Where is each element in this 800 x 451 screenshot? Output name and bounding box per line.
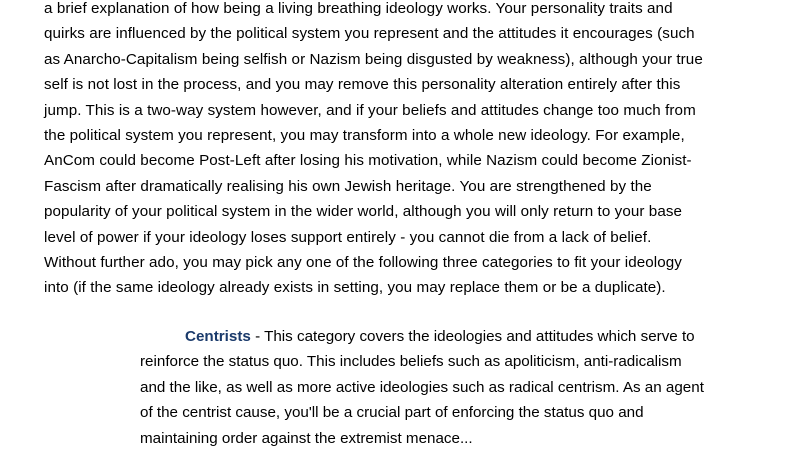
intro-paragraph: a brief explanation of how being a living breathing ideology works. Your personality traits and quirks are influenced by the political system you represent and the attitudes it encourages (such as Anarcho-Capitalism being selfish or Nazism being disgusted by weakness), although your true self is not lost in the process, and you may remove this personality alteration entirely after this jump. This is a two-way system however, and if your beliefs and attitudes change too much from the political system you represent, you may transform into a whole new ideology. For example, AnCom could become Post-Left after losing his motivation, while Nazism could become Zionist-Fascism after dramatically realising his own Jewish heritage. You are strengthened by the popularity of your political system in the wider world, although you will only return to your base level of power if your ideology loses support entirely - you cannot die from a lack of belief. Without further ado, you may pick any one of the following three categories to fit your ideology into (if the same ideology already exists in setting, you may replace them or be a duplicate). [44,0,703,297]
centrists-section [140,324,708,451]
centrists-separator: - [250,328,265,345]
centrists-paragraph [140,324,708,451]
main-text-block [44,0,704,301]
centrists-heading: Centrists [185,328,251,345]
centrists-body: This category covers the ideologies and attitudes which serve to reinforce the status quo. This includes beliefs such as apoliticism, anti-radicalism and the like, as well as more active ideologies such as radical centrism. As an agent of the centrist cause, you'll be a crucial part of enforcing the status quo and maintaining order against the extremist menace... [140,328,704,447]
